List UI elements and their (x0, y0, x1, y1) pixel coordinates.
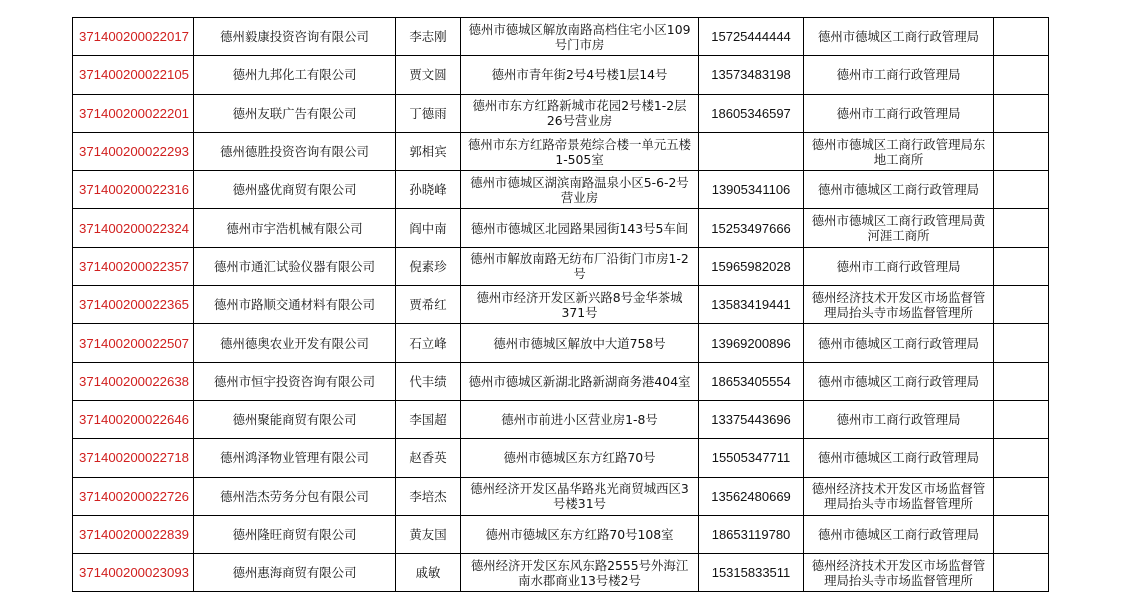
empty-cell (994, 56, 1049, 94)
company-name-cell: 德州鸿泽物业管理有限公司 (194, 439, 396, 477)
table-row (73, 247, 1049, 285)
table-row (73, 56, 1049, 94)
company-name-cell: 德州德奥农业开发有限公司 (194, 324, 396, 362)
legal-representative-cell: 阎中南 (396, 209, 461, 247)
empty-cell (994, 132, 1049, 170)
empty-cell (994, 209, 1049, 247)
legal-representative-cell: 倪素珍 (396, 247, 461, 285)
registration-authority-cell: 德州市工商行政管理局 (804, 56, 994, 94)
address-cell: 德州市德城区东方红路70号108室 (461, 515, 699, 553)
address-cell: 德州市德城区湖滨南路温泉小区5-6-2号营业房 (461, 171, 699, 209)
table-body (73, 18, 1049, 592)
registration-table-container (72, 17, 1049, 592)
registration-number-cell: 371400200022293 (73, 132, 194, 170)
registration-authority-cell: 德州市德城区工商行政管理局 (804, 515, 994, 553)
empty-cell (994, 400, 1049, 438)
company-name-cell: 德州隆旺商贸有限公司 (194, 515, 396, 553)
empty-cell (994, 171, 1049, 209)
registration-authority-cell: 德州市德城区工商行政管理局 (804, 18, 994, 56)
company-name-cell: 德州德胜投资咨询有限公司 (194, 132, 396, 170)
company-name-cell: 德州市路顺交通材料有限公司 (194, 286, 396, 324)
registration-authority-cell: 德州经济技术开发区市场监督管理局抬头寺市场监督管理所 (804, 477, 994, 515)
company-name-cell: 德州九邦化工有限公司 (194, 56, 396, 94)
table-row (73, 324, 1049, 362)
registration-number-cell: 371400200022365 (73, 286, 194, 324)
registration-authority-cell: 德州市工商行政管理局 (804, 94, 994, 132)
company-name-cell: 德州盛优商贸有限公司 (194, 171, 396, 209)
registration-number-cell: 371400200022357 (73, 247, 194, 285)
registration-authority-cell: 德州市工商行政管理局 (804, 400, 994, 438)
empty-cell (994, 439, 1049, 477)
table-row (73, 94, 1049, 132)
registration-number-cell: 371400200022726 (73, 477, 194, 515)
table-row (73, 400, 1049, 438)
registration-authority-cell: 德州市德城区工商行政管理局 (804, 171, 994, 209)
legal-representative-cell: 石立峰 (396, 324, 461, 362)
registration-number-cell: 371400200023093 (73, 554, 194, 592)
company-name-cell: 德州市恒宇投资咨询有限公司 (194, 362, 396, 400)
legal-representative-cell: 李培杰 (396, 477, 461, 515)
phone-cell: 13375443696 (699, 400, 804, 438)
legal-representative-cell: 孙晓峰 (396, 171, 461, 209)
table-row (73, 18, 1049, 56)
table-row (73, 132, 1049, 170)
empty-cell (994, 94, 1049, 132)
registration-number-cell: 371400200022324 (73, 209, 194, 247)
phone-cell: 15315833511 (699, 554, 804, 592)
table-row (73, 362, 1049, 400)
registration-authority-cell: 德州经济技术开发区市场监督管理局抬头寺市场监督管理所 (804, 554, 994, 592)
legal-representative-cell: 戚敏 (396, 554, 461, 592)
registration-number-cell: 371400200022507 (73, 324, 194, 362)
company-name-cell: 德州浩杰劳务分包有限公司 (194, 477, 396, 515)
registration-authority-cell: 德州市德城区工商行政管理局 (804, 439, 994, 477)
table-row (73, 439, 1049, 477)
empty-cell (994, 477, 1049, 515)
registration-number-cell: 371400200022839 (73, 515, 194, 553)
company-name-cell: 德州市通汇试验仪器有限公司 (194, 247, 396, 285)
registration-number-cell: 371400200022718 (73, 439, 194, 477)
registration-number-cell: 371400200022646 (73, 400, 194, 438)
company-name-cell: 德州惠海商贸有限公司 (194, 554, 396, 592)
empty-cell (994, 324, 1049, 362)
empty-cell (994, 362, 1049, 400)
phone-cell: 13562480669 (699, 477, 804, 515)
registration-authority-cell: 德州市德城区工商行政管理局黄河涯工商所 (804, 209, 994, 247)
phone-cell: 13583419441 (699, 286, 804, 324)
phone-cell: 15965982028 (699, 247, 804, 285)
address-cell: 德州市青年街2号4号楼1层14号 (461, 56, 699, 94)
empty-cell (994, 554, 1049, 592)
address-cell: 德州市经济开发区新兴路8号金华茶城371号 (461, 286, 699, 324)
empty-cell (994, 286, 1049, 324)
registration-number-cell: 371400200022017 (73, 18, 194, 56)
phone-cell: 15725444444 (699, 18, 804, 56)
legal-representative-cell: 贾希红 (396, 286, 461, 324)
phone-cell: 13905341106 (699, 171, 804, 209)
phone-cell (699, 132, 804, 170)
legal-representative-cell: 赵香英 (396, 439, 461, 477)
registration-number-cell: 371400200022105 (73, 56, 194, 94)
legal-representative-cell: 郭相宾 (396, 132, 461, 170)
phone-cell: 13969200896 (699, 324, 804, 362)
table-row (73, 554, 1049, 592)
phone-cell: 15253497666 (699, 209, 804, 247)
address-cell: 德州市德城区解放南路高档住宅小区109号门市房 (461, 18, 699, 56)
phone-cell: 18653119780 (699, 515, 804, 553)
legal-representative-cell: 贾文圆 (396, 56, 461, 94)
table-row (73, 477, 1049, 515)
phone-cell: 18653405554 (699, 362, 804, 400)
registration-number-cell: 371400200022638 (73, 362, 194, 400)
address-cell: 德州市东方红路新城市花园2号楼1-2层26号营业房 (461, 94, 699, 132)
phone-cell: 13573483198 (699, 56, 804, 94)
address-cell: 德州市德城区解放中大道758号 (461, 324, 699, 362)
table-row (73, 286, 1049, 324)
company-name-cell: 德州聚能商贸有限公司 (194, 400, 396, 438)
legal-representative-cell: 代丰绩 (396, 362, 461, 400)
company-name-cell: 德州友联广告有限公司 (194, 94, 396, 132)
registration-authority-cell: 德州市德城区工商行政管理局东地工商所 (804, 132, 994, 170)
legal-representative-cell: 黄友国 (396, 515, 461, 553)
registration-authority-cell: 德州市德城区工商行政管理局 (804, 362, 994, 400)
legal-representative-cell: 李国超 (396, 400, 461, 438)
address-cell: 德州市前进小区营业房1-8号 (461, 400, 699, 438)
registration-authority-cell: 德州市工商行政管理局 (804, 247, 994, 285)
legal-representative-cell: 丁德雨 (396, 94, 461, 132)
empty-cell (994, 18, 1049, 56)
registration-authority-cell: 德州市德城区工商行政管理局 (804, 324, 994, 362)
address-cell: 德州市德城区新湖北路新湖商务港404室 (461, 362, 699, 400)
legal-representative-cell: 李志刚 (396, 18, 461, 56)
address-cell: 德州市德城区东方红路70号 (461, 439, 699, 477)
address-cell: 德州市解放南路无纺布厂沿街门市房1-2号 (461, 247, 699, 285)
phone-cell: 15505347711 (699, 439, 804, 477)
address-cell: 德州市东方红路帝景苑综合楼一单元五楼1-505室 (461, 132, 699, 170)
address-cell: 德州经济开发区东风东路2555号外海江南水郡商业13号楼2号 (461, 554, 699, 592)
table-row (73, 209, 1049, 247)
address-cell: 德州市德城区北园路果园街143号5车间 (461, 209, 699, 247)
registration-number-cell: 371400200022201 (73, 94, 194, 132)
company-name-cell: 德州毅康投资咨询有限公司 (194, 18, 396, 56)
company-name-cell: 德州市宇浩机械有限公司 (194, 209, 396, 247)
empty-cell (994, 247, 1049, 285)
registration-number-cell: 371400200022316 (73, 171, 194, 209)
table-row (73, 171, 1049, 209)
phone-cell: 18605346597 (699, 94, 804, 132)
table-row (73, 515, 1049, 553)
address-cell: 德州经济开发区晶华路兆光商贸城西区3号楼31号 (461, 477, 699, 515)
registration-table (72, 17, 1049, 592)
registration-authority-cell: 德州经济技术开发区市场监督管理局抬头寺市场监督管理所 (804, 286, 994, 324)
empty-cell (994, 515, 1049, 553)
